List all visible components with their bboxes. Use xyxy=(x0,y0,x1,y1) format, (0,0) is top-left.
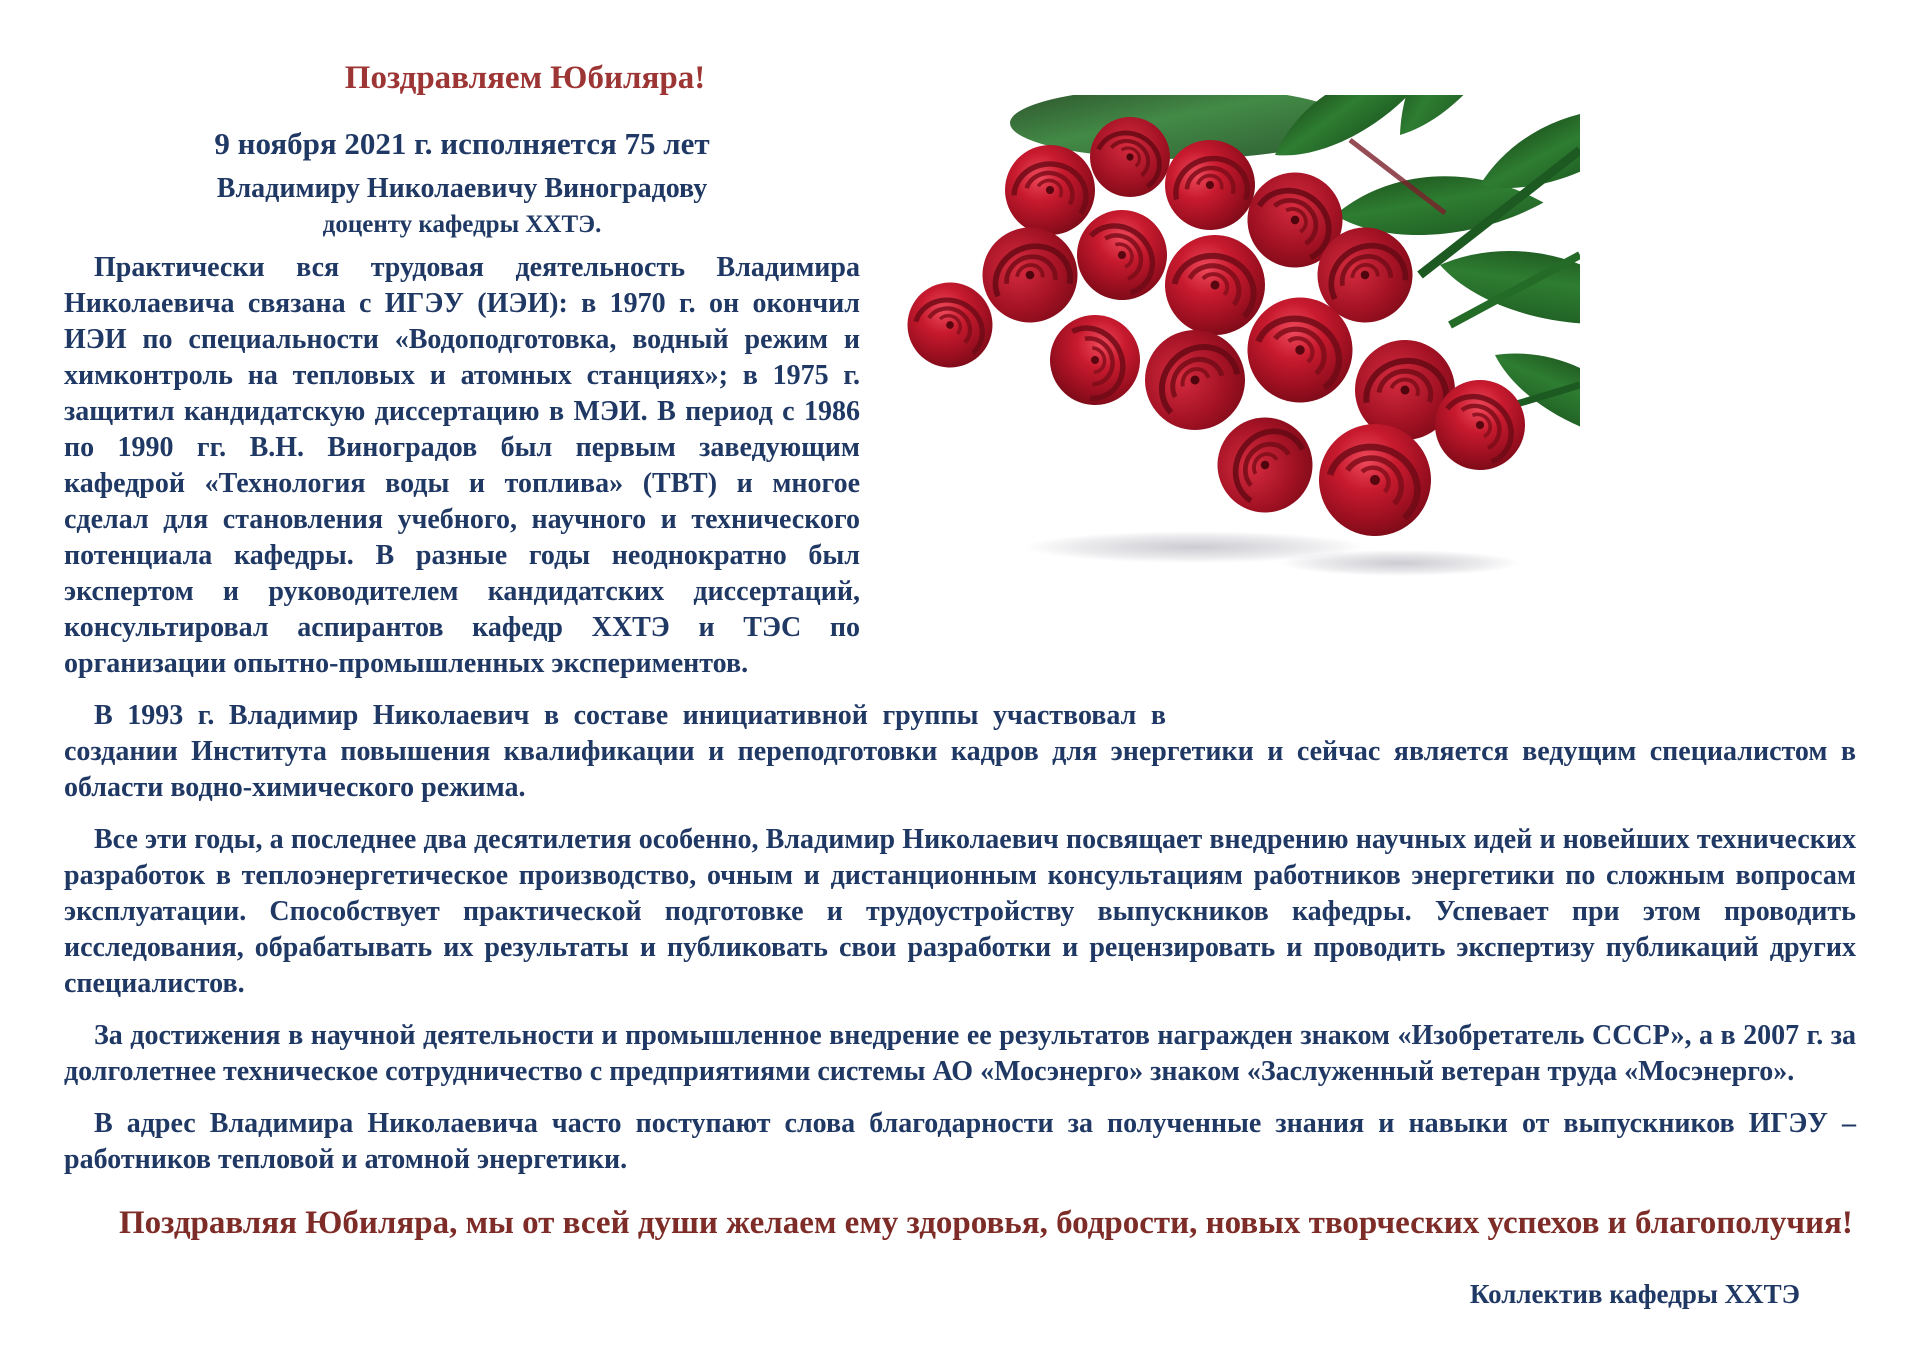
heading-date-line: 9 ноября 2021 г. исполняется 75 лет xyxy=(214,126,710,161)
paragraph-awards: За достижения в научной деятельности и промышленное внедрение ее результатов награжден знаком «Изобретатель СССР», а в 2007 г. за долголетнее техническое сотрудничество с предприятиями системы АО «Мосэнерго» знаком «Заслуженный ветеран труда «Мосэнерго». xyxy=(64,1020,1856,1087)
text-wrap-spacer xyxy=(1166,698,1856,728)
page-title: Поздравляем Юбиляра! xyxy=(344,60,706,96)
paragraph-gratitude: В адрес Владимира Николаевича часто поступают слова благодарности за полученные знания и навыки от выпускников ИГЭУ – работников тепловой и атомной энергетики. xyxy=(64,1108,1856,1175)
paragraph-institute xyxy=(64,698,1856,806)
paragraph-career: Практически вся трудовая деятельность Владимира Николаевича связана с ИГЭУ (ИЭИ): в 1970 г. он окончил ИЭИ по специальности «Водоподготовка, водный режим и химконтроль на тепловых и атомных станциях»; в 1975 г. защитил кандидатскую диссертацию в МЭИ. В период с 1986 по 1990 гг. В.Н. Виноградов был первым заведующим кафедрой «Технология воды и топлива» (ТВТ) и многое сделал для становления учебного, научного и технического потенциала кафедры. В разные годы неоднократно был экспертом и руководителем кандидатских диссертаций, консультировал аспирантов кафедр ХХТЭ и ТЭС по организации опытно-промышленных экспериментов. xyxy=(64,252,860,679)
closing-wishes: Поздравляя Юбиляра, мы от всей души желаем ему здоровья, бодрости, новых творческих успехов и благополучия! xyxy=(119,1205,1853,1241)
paragraph-recent-years: Все эти годы, а последнее два десятилетия особенно, Владимир Николаевич посвящает внедрению научных идей и новейших технических разработок в теплоэнергетическое производство, очным и дистанционным консультациям работников энергетики по сложным вопросам эксплуатации. Способствует практической подготовке и трудоустройству выпускников кафедры. Успевает при этом проводить исследования, обрабатывать их результаты и публиковать свои разработки и рецензировать и проводить экспертизу публикаций других специалистов. xyxy=(64,824,1856,999)
heading-name-line: Владимиру Николаевичу Виноградову xyxy=(216,173,708,204)
signature-line: Коллектив кафедры ХХТЭ xyxy=(1469,1279,1800,1309)
paragraph-institute-text: В 1993 г. Владимир Николаевич в составе инициативной группы участвовал в создании Института повышения квалификации и переподготовки кадров для энергетики и сейчас является ведущим специалистом в области водно-химического режима. xyxy=(64,700,1856,803)
roses-illustration xyxy=(880,95,1580,645)
heading-position-line: доценту кафедры ХХТЭ. xyxy=(322,211,602,238)
red-roses-bouquet-image xyxy=(860,58,1856,645)
